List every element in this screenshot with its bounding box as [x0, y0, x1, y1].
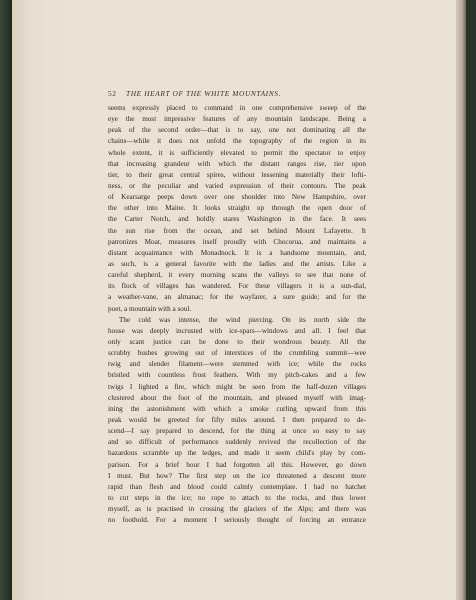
text-line: a weather-vane, an almanac; for the wayfarer, a sure guide; and for the [108, 293, 366, 302]
text-line: twig and slender filament—were stemmed with ice; while the rocks [108, 360, 366, 369]
text-line: careful shepherd, it every morning scans the valleys to see that none of [108, 271, 366, 280]
text-line: only scant justice can be done to their wondrous beauty. All the [108, 337, 366, 346]
text-line: no foothold. For a moment I seriously thought of forcing an entrance [108, 516, 366, 525]
text-line: scend—I say prepared to descend, for the thing at once so easy to say [108, 427, 366, 436]
text-line: ness, or the peculiar and varied expression of their contours. The peak [108, 181, 366, 190]
text-line: whole extent, it is sufficiently elevated to permit the spectator to enjoy [108, 148, 366, 157]
text-line: as such, is a general favorite with the ladies and the artists. Like a [108, 259, 366, 268]
text-line: parison. For a brief hour I had forgotten all this. However, go down [108, 460, 366, 469]
text-line: twigs I lighted a fire, which might be seen from the half-dozen villages [108, 382, 366, 391]
text-line: distant acquaintance with Monadnock. It is a handsome mountain, and, [108, 248, 366, 257]
text-line: rapid than flesh and blood could calmly contemplate. I had no hatchet [108, 482, 366, 491]
text-line: bristled with countless frost feathers. With my pitch-cakes and a few [108, 371, 366, 380]
text-line: patronizes Moat, measures itself proudly with Chocorua, and maintains a [108, 237, 366, 246]
page-edge [456, 0, 466, 600]
page-number: 52 [108, 89, 117, 98]
text-line: chains—while it does not unfold the topography of the region in its [108, 137, 366, 146]
text-line: the other into Maine. It looks straight up through the open door of [108, 204, 366, 213]
text-line: ining the astonishment with which a smoke curling upward from this [108, 404, 366, 413]
text-line: the Carter Notch, and boldly stares Washington in the face. It sees [108, 215, 366, 224]
body-text [108, 103, 366, 526]
running-header [108, 89, 366, 101]
text-line: poet, a mountain with a soul. [108, 304, 192, 313]
text-line: myself, as is practised in crossing the glaciers of the Alps; and there was [108, 505, 366, 514]
text-line: clustered about the foot of the mountain, and pleased myself with imag- [108, 393, 366, 402]
text-line: house was deeply incrusted with ice-spars—windows and all. I feel that [108, 326, 366, 335]
text-line: The cold was intense, the wind piercing. On its north side the [119, 315, 366, 324]
text-line: peak of the second order—that is to say, one not dominating all the [108, 126, 366, 135]
text-line: peak would be greeted for fifty miles around. I then prepared to de- [108, 415, 366, 424]
text-line: its flock of villages has wandered. For these villagers it is a sun-dial, [108, 282, 366, 291]
text-line: tier, to their great central spires, without lessening materially their lofti- [108, 170, 366, 179]
book-spine [0, 0, 12, 600]
text-line: the sun rise from the ocean, and set behind Mount Lafayette. It [108, 226, 366, 235]
text-line: I must. But how? The first step on the ice threatened a descent more [108, 471, 366, 480]
text-line: eye the most impressive features of any mountain landscape. Being a [108, 115, 366, 124]
text-line: that increasing grandeur with which the distant ranges rise, tier upon [108, 159, 366, 168]
running-title: THE HEART OF THE WHITE MOUNTAINS. [126, 89, 282, 98]
text-line: and so difficult of performance suddenly revived the recollection of the [108, 438, 366, 447]
text-line: of Kearsarge peeps down over one shoulder into New Hampshire, over [108, 193, 366, 202]
text-line: to cut steps in the ice; no rope to attach to the rocks, and thus lower [108, 493, 366, 502]
text-line: hazardous scramble up the ledges, and made it seem child's play by com- [108, 449, 366, 458]
text-line: scrubby bushes growing out of interstices of the crumbling summit—wee [108, 349, 366, 358]
text-line: seems expressly placed to command in one comprehensive sweep of the [108, 104, 366, 112]
